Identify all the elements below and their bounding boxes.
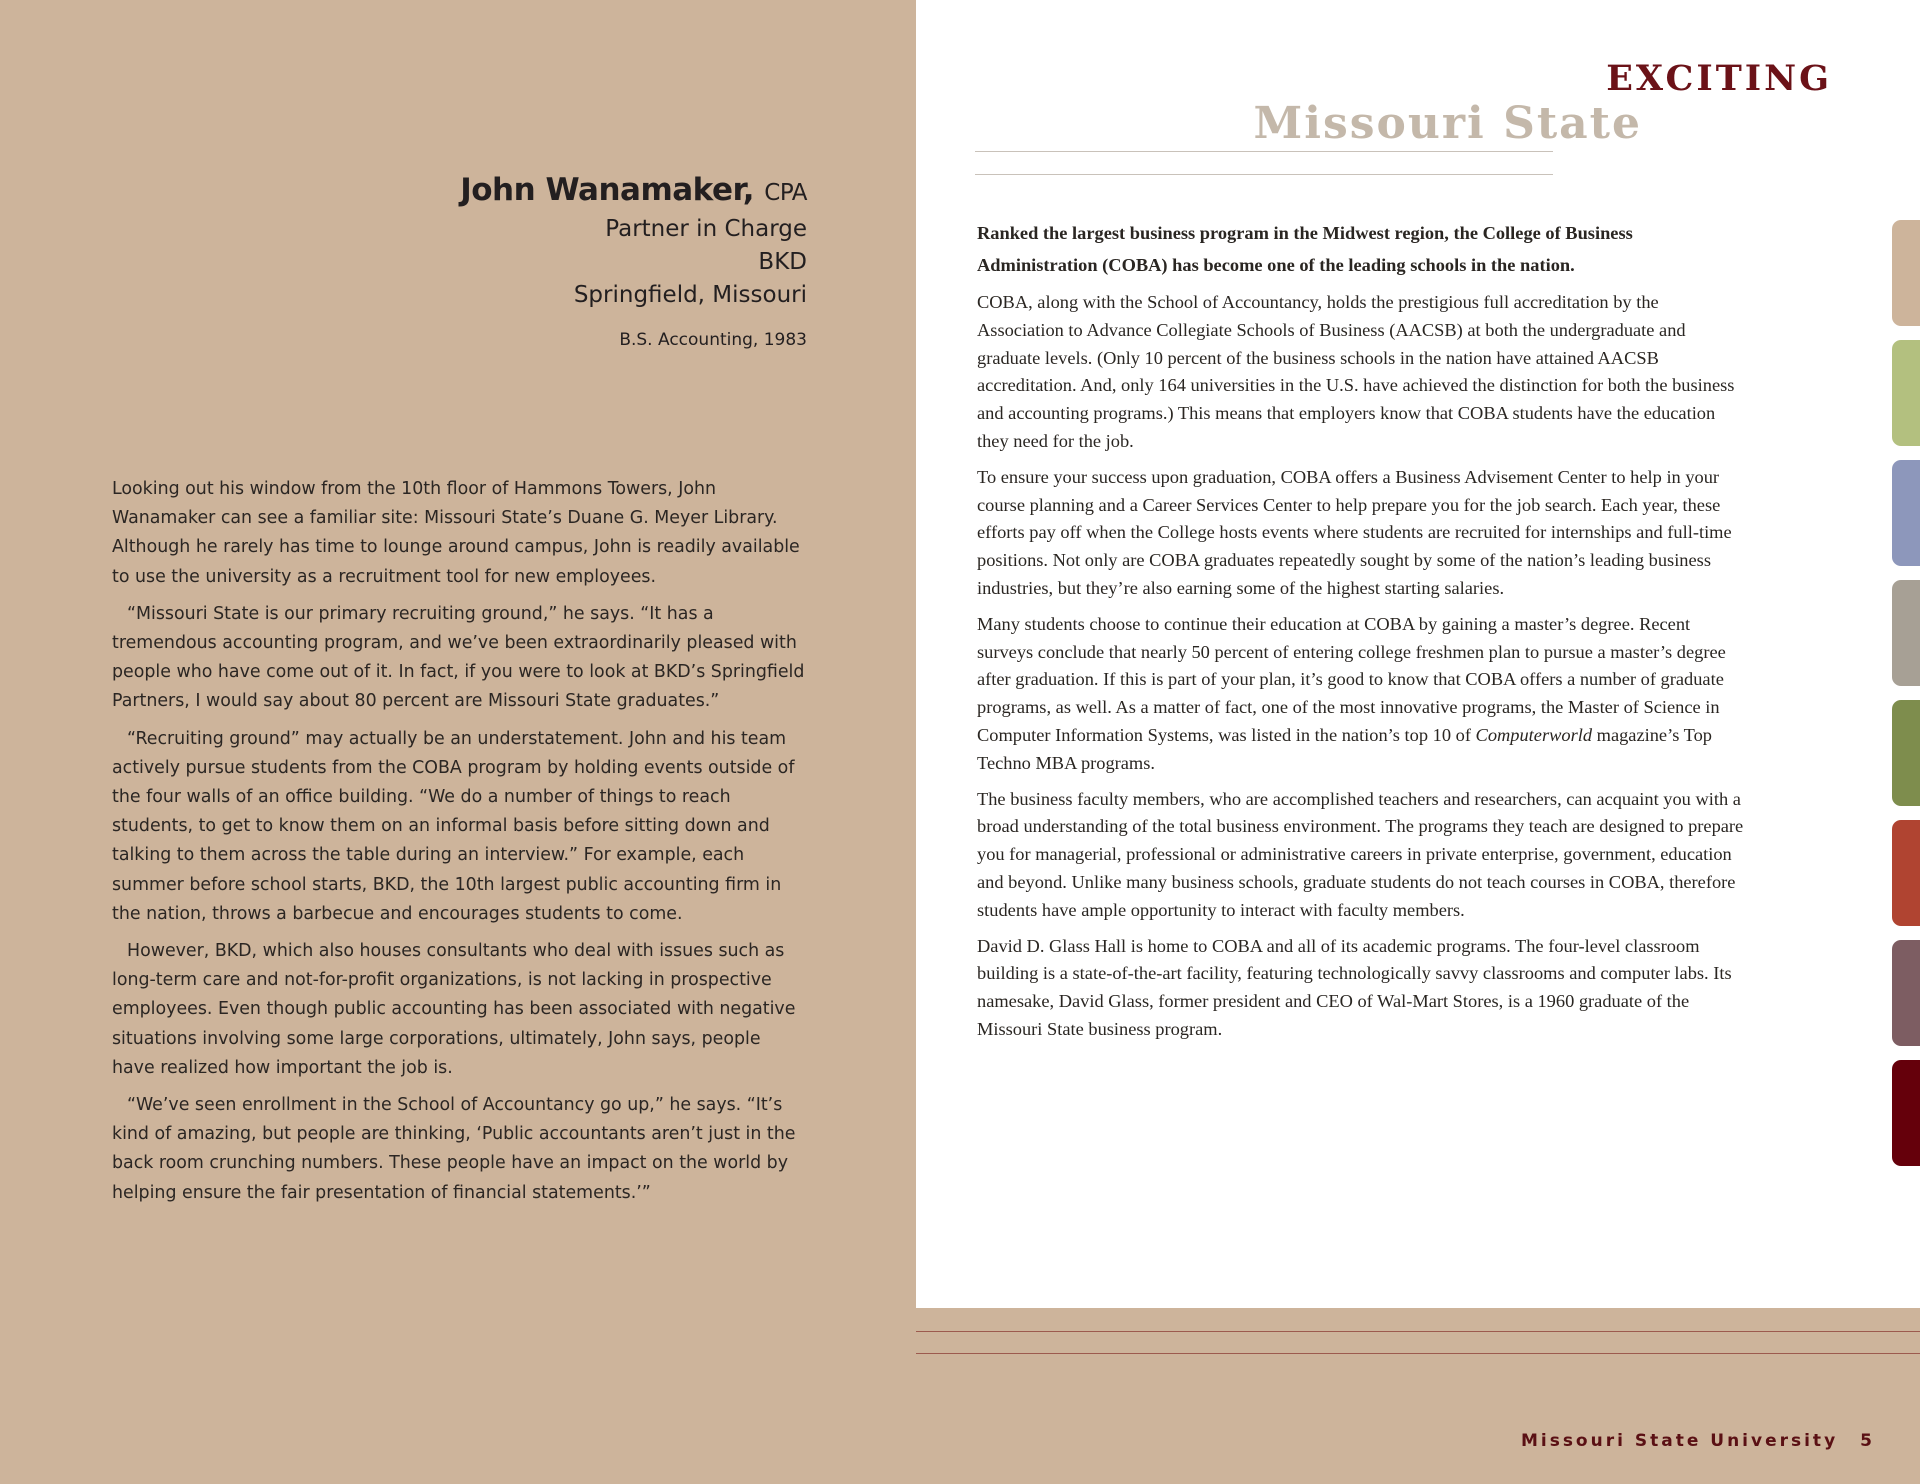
article-text: magazine’s Top Techno MBA programs. xyxy=(977,724,1712,773)
section-kicker: EXCITING xyxy=(1606,58,1832,99)
section-tab[interactable] xyxy=(1892,700,1920,806)
profile-name: John Wanamaker, xyxy=(460,172,754,208)
section-tab[interactable] xyxy=(1892,460,1920,566)
section-title: Missouri State xyxy=(1253,98,1642,149)
section-tab[interactable] xyxy=(1892,340,1920,446)
footer-university: Missouri State University xyxy=(1520,1431,1839,1451)
page-footer xyxy=(1521,1431,1872,1451)
article-body xyxy=(977,217,1747,1052)
article-text: Many students choose to continue their education at COBA by gaining a master’s degree. Recent surveys conclude that nearly 50 percent of entering college freshmen plan to pursue a master’s degree after graduation. If this is part of your plan, it’s good to know that COBA offers a number of graduate programs, as well. As a matter of fact, one of the most innovative programs, the Master of Science in Computer Information Systems, was listed in the nation’s top 10 of xyxy=(977,613,1726,745)
section-tab[interactable] xyxy=(1892,1060,1920,1166)
story-paragraph: Looking out his window from the 10th floor of Hammons Towers, John Wanamaker can see a familiar site: Missouri State’s Duane G. Meyer Library. Although he rarely has time to lounge around campus, John is readily available to use the university as a recruitment tool for new employees. xyxy=(112,479,800,587)
footer-rule-top xyxy=(916,1331,1920,1332)
section-tabs xyxy=(1892,220,1920,1180)
article-paragraph: David D. Glass Hall is home to COBA and all of its academic programs. The four-level classroom building is a state-of-the-art facility, featuring technologically savvy classrooms and computer labs. Its namesake, David Glass, former president and CEO of Wal-Mart Stores, is a 1960 graduate of the Missouri State business program. xyxy=(977,935,1732,1039)
story-paragraph: “Recruiting ground” may actually be an understatement. John and his team actively pursue students from the COBA program by holding events outside of the four walls of an office building. “We do a number of things to reach students, to get to know them on an informal basis before sitting down and talking to them across the table during an interview.” For example, each summer before school starts, BKD, the 10th largest public accounting firm in the nation, throws a barbecue and encourages students to come. xyxy=(112,728,795,924)
story-paragraph: However, BKD, which also houses consultants who deal with issues such as long-term care and not-for-profit organizations, is not lacking in prospective employees. Even though public accounting has been associated with negative situations involving some large corporations, ultimately, John says, people have realized how important the job is. xyxy=(112,941,796,1078)
footer-rule-bottom xyxy=(916,1353,1920,1354)
page-number: 5 xyxy=(1860,1431,1872,1451)
title-rule-top xyxy=(975,151,1553,152)
profile-credential: CPA xyxy=(764,180,807,206)
profile-story xyxy=(112,475,808,1216)
profile-block xyxy=(460,170,807,350)
article-paragraph: The business faculty members, who are accomplished teachers and researchers, can acquaint you with a broad understanding of the total business environment. The programs they teach are designed to prepare you for managerial, professional or administrative careers in private enterprise, government, education and beyond. Unlike many business schools, graduate students do not teach courses in COBA, therefore students have ample opportunity to interact with faculty members. xyxy=(977,788,1744,920)
section-tab[interactable] xyxy=(1892,940,1920,1046)
profile-company: BKD xyxy=(758,249,807,275)
right-page xyxy=(916,0,1920,1308)
section-tab[interactable] xyxy=(1892,820,1920,926)
profile-degree: B.S. Accounting, 1983 xyxy=(619,330,807,350)
title-rule-bottom xyxy=(975,174,1553,175)
article-lead: Ranked the largest business program in the Midwest region, the College of Business Administration (COBA) has become one of the leading schools in the nation. xyxy=(977,223,1633,275)
article-paragraph xyxy=(977,611,1747,778)
profile-location: Springfield, Missouri xyxy=(573,282,807,308)
magazine-name: Computerworld xyxy=(1475,724,1593,745)
profile-title: Partner in Charge xyxy=(605,216,807,242)
article-paragraph: To ensure your success upon graduation, COBA offers a Business Advisement Center to help in your course planning and a Career Services Center to help prepare you for the job search. Each year, these efforts pay off when the College hosts events where students are recruited for internships and full-time positions. Not only are COBA graduates repeatedly sought by some of the nation’s leading business industries, but they’re also earning some of the highest starting salaries. xyxy=(977,466,1732,598)
section-tab[interactable] xyxy=(1892,220,1920,326)
story-paragraph: “We’ve seen enrollment in the School of Accountancy go up,” he says. “It’s kind of amazing, but people are thinking, ‘Public accountants aren’t just in the back room crunching numbers. These people have an impact on the world by helping ensure the fair presentation of financial statements.’” xyxy=(112,1095,796,1203)
section-tab[interactable] xyxy=(1892,580,1920,686)
profile-name-line xyxy=(460,170,807,213)
story-paragraph: “Missouri State is our primary recruiting ground,” he says. “It has a tremendous accounting program, and we’ve been extraordinarily pleased with people who have come out of it. In fact, if you were to look at BKD’s Springfield Partners, I would say about 80 percent are Missouri State graduates.” xyxy=(112,603,805,712)
left-page xyxy=(0,0,916,1484)
article-paragraph: COBA, along with the School of Accountancy, holds the prestigious full accreditation by the Association to Advance Collegiate Schools of Business (AACSB) at both the undergraduate and graduate levels. (Only 10 percent of the business schools in the nation have attained AACSB accreditation. And, only 164 universities in the U.S. have achieved the distinction for both the business and accounting programs.) This means that employers know that COBA students have the education they need for the job. xyxy=(977,292,1735,451)
